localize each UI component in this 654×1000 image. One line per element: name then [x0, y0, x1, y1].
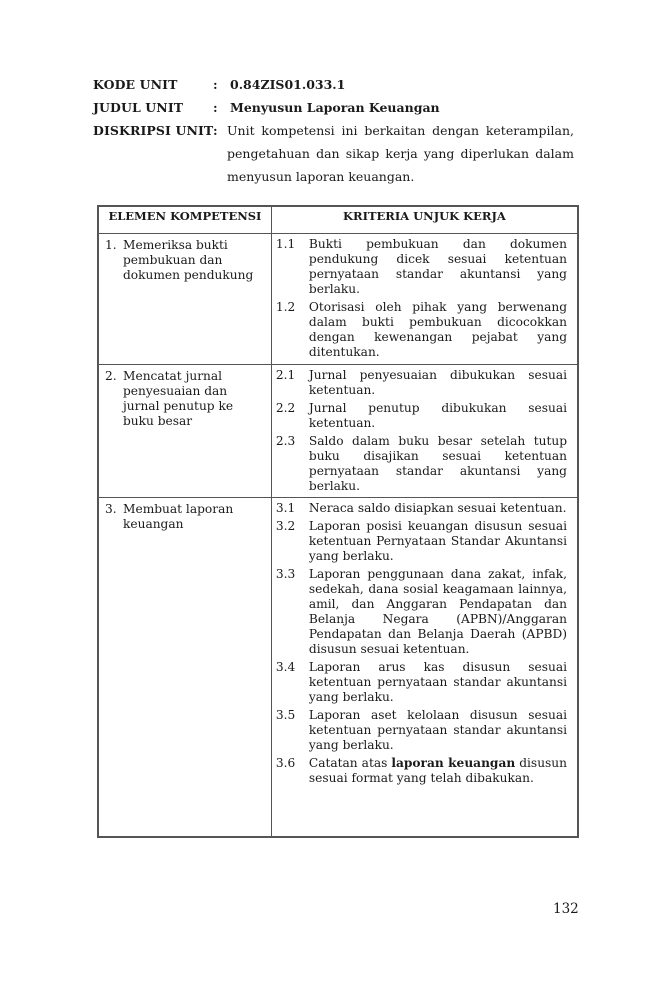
kriteria-number: 1.1: [275, 237, 296, 251]
elemen-cell: [98, 365, 271, 498]
kriteria-item: [276, 567, 567, 657]
kriteria-text: Saldo dalam buku besar setelah tutup buku disajikan sesuai ketentuan pernyataan standar akuntansi yang berlaku.: [308, 434, 567, 493]
kriteria-text: [309, 756, 567, 786]
elemen-text: Membuat laporan keuangan: [123, 502, 234, 531]
table-header-row: [98, 206, 578, 234]
kriteria-number: 2.1: [275, 368, 296, 382]
kriteria-number: 1.2: [275, 300, 296, 314]
kriteria-item: [276, 300, 567, 360]
judul-unit-label: JUDUL UNIT: [93, 100, 184, 115]
kriteria-item: [276, 660, 567, 705]
kriteria-number: 3.5: [275, 708, 296, 722]
elemen-cell: [98, 498, 271, 837]
kode-unit-row: [93, 73, 583, 96]
table-row: [98, 365, 578, 498]
kode-unit-value: 0.84ZIS01.033.1: [230, 77, 346, 92]
kriteria-cell: [271, 234, 578, 365]
deskripsi-unit-value: Unit kompetensi ini berkaitan dengan keterampilan, pengetahuan dan sikap kerja yang diperlukan dalam menyusun laporan keuangan.: [227, 123, 574, 184]
elemen-text: Memeriksa bukti pembukuan dan dokumen pendukung: [123, 238, 254, 282]
unit-info: [93, 73, 583, 184]
kriteria-text: Laporan arus kas disusun sesuai ketentuan pernyataan standar akuntansi yang berlaku.: [308, 660, 567, 704]
kompetensi-table: [97, 205, 579, 838]
kriteria-item: [276, 368, 567, 398]
kriteria-number: 3.4: [275, 660, 296, 674]
page-number: 132: [553, 901, 579, 917]
kriteria-cell: [271, 365, 578, 498]
kriteria-text: Jurnal penyesuaian dibukukan sesuai ketentuan.: [308, 368, 567, 397]
elemen-number: 2.: [105, 369, 117, 383]
kriteria-number: 2.2: [275, 401, 296, 415]
kriteria-number: 3.1: [275, 501, 296, 515]
kriteria-number: 3.3: [275, 567, 296, 581]
elemen-cell: [98, 234, 271, 365]
kode-unit-label: KODE UNIT: [93, 77, 178, 92]
kriteria-item: [276, 401, 567, 431]
kriteria-text-before: Catatan atas: [308, 756, 388, 770]
kriteria-text: Laporan aset kelolaan disusun sesuai ketentuan pernyataan standar akuntansi yang berlaku.: [308, 708, 567, 752]
kriteria-item: [276, 756, 567, 786]
elemen-number: 3.: [105, 502, 117, 516]
kriteria-item: [276, 237, 567, 297]
colon: :: [213, 100, 218, 115]
kriteria-text: Otorisasi oleh pihak yang berwenang dalam bukti pembukuan dicocokkan dengan kewenangan pejabat yang ditentukan.: [308, 300, 567, 359]
kriteria-text-bold: laporan keuangan: [391, 756, 516, 770]
colon: :: [213, 123, 218, 138]
kriteria-number: 3.2: [275, 519, 296, 533]
kriteria-number: 3.6: [275, 756, 296, 770]
kriteria-item: [276, 434, 567, 494]
deskripsi-unit-label: DISKRIPSI UNIT: [93, 123, 214, 138]
elemen-text: Mencatat jurnal penyesuaian dan jurnal penutup ke buku besar: [123, 369, 234, 428]
kriteria-item: [276, 501, 567, 516]
header-elemen-kompetensi: ELEMEN KOMPETENSI: [98, 206, 271, 234]
kriteria-number: 2.3: [275, 434, 296, 448]
kriteria-text: Neraca saldo disiapkan sesuai ketentuan.: [308, 501, 567, 515]
header-kriteria-unjuk-kerja: KRITERIA UNJUK KERJA: [271, 206, 578, 234]
table-row: [98, 498, 578, 837]
kriteria-text-after: disusun sesuai format yang telah dibakukan.: [308, 756, 567, 785]
judul-unit-value: Menyusun Laporan Keuangan: [230, 100, 440, 115]
table-row: [98, 234, 578, 365]
kriteria-text: Jurnal penutup dibukukan sesuai ketentuan.: [308, 401, 567, 430]
kriteria-text: Laporan penggunaan dana zakat, infak, sedekah, dana sosial keagamaan lainnya, amil, dan Anggaran Pendapatan dan Belanja Negara (APBN)/Anggaran Pendapatan dan Belanja Daerah (APBD) disusun sesuai ketentuan.: [308, 567, 567, 656]
kriteria-item: [276, 708, 567, 753]
kriteria-cell: [271, 498, 578, 837]
elemen-number: 1.: [105, 238, 117, 252]
kriteria-item: [276, 519, 567, 564]
judul-unit-row: [93, 96, 583, 119]
colon: :: [213, 77, 218, 92]
kriteria-text: Laporan posisi keuangan disusun sesuai ketentuan Pernyataan Standar Akuntansi yang berlaku.: [308, 519, 567, 563]
kriteria-text: Bukti pembukuan dan dokumen pendukung dicek sesuai ketentuan pernyataan standar akuntansi yang berlaku.: [308, 237, 567, 296]
